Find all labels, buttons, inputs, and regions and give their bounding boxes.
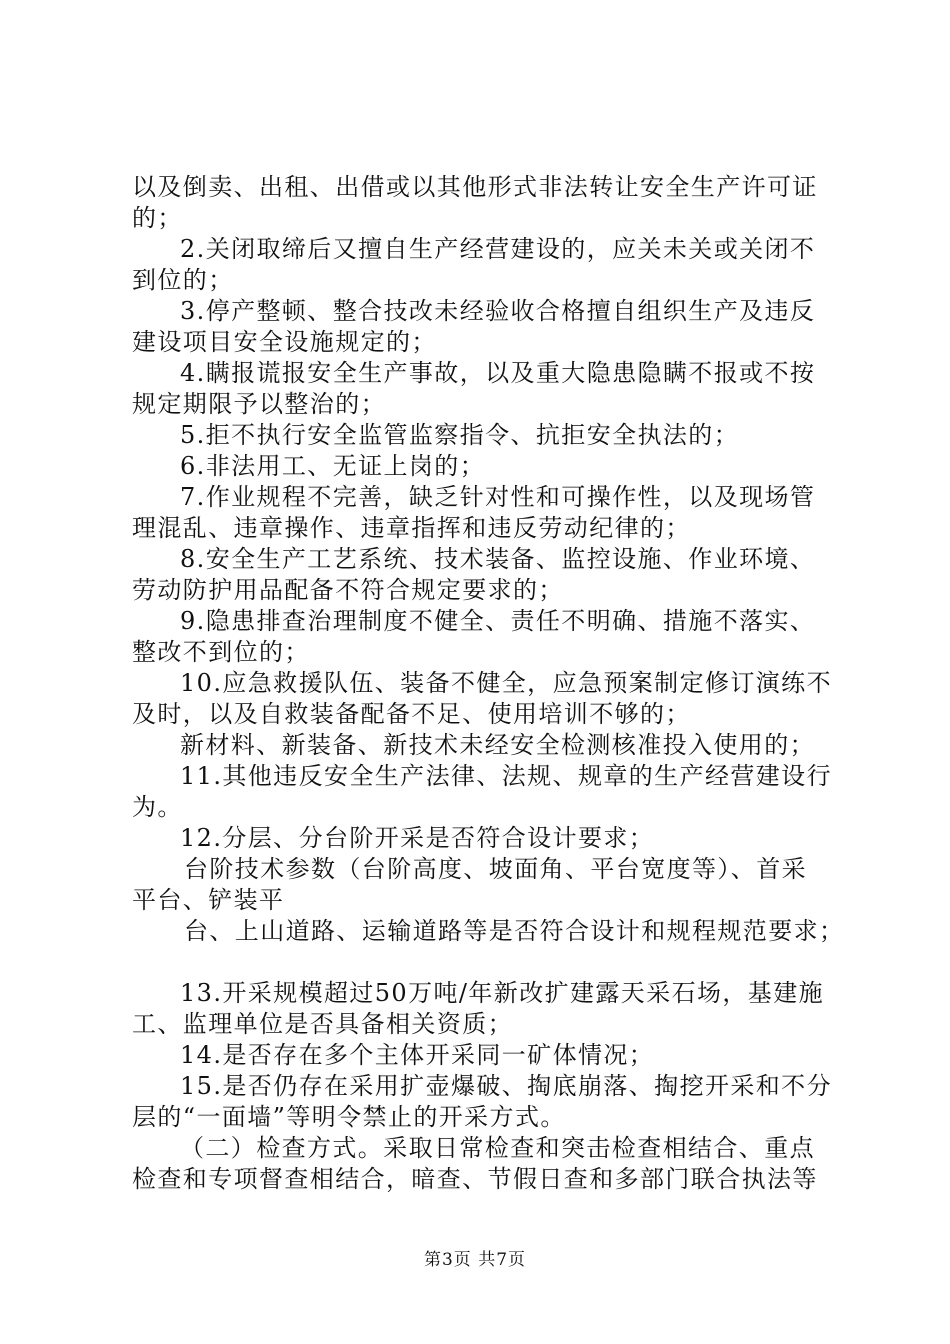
text-line: 新材料、新装备、新技术未经安全检测核准投入使用的；	[180, 731, 815, 759]
text-line: 的；	[132, 204, 183, 232]
list-item-4: 4.瞒报谎报安全生产事故，以及重大隐患隐瞒不报或不按	[180, 359, 816, 387]
page-number: 第3页 共7页	[423, 1250, 527, 1270]
list-item-5: 5.拒不执行安全监管监察指令、抗拒安全执法的；	[180, 421, 740, 449]
text-line: 台、上山道路、运输道路等是否符合设计和规程规范要求；	[184, 917, 845, 945]
list-item-7: 7.作业规程不完善，缺乏针对性和可操作性，以及现场管	[180, 483, 816, 511]
text-line: 建设项目安全设施规定的；	[132, 328, 437, 356]
text-line: 以及倒卖、出租、出借或以其他形式非法转让安全生产许可证	[132, 173, 818, 201]
list-item-3: 3.停产整顿、整合技改未经验收合格擅自组织生产及违反	[180, 297, 816, 325]
text-line: 及时，以及自救装备配备不足、使用培训不够的；	[132, 700, 691, 728]
list-item-8: 8.安全生产工艺系统、技术装备、监控设施、作业环境、	[180, 545, 816, 573]
list-item-12: 12.分层、分台阶开采是否符合设计要求；	[180, 824, 655, 852]
list-item-10: 10.应急救援队伍、装备不健全，应急预案制定修订演练不	[180, 669, 832, 697]
text-line: 劳动防护用品配备不符合规定要求的；	[132, 576, 564, 604]
text-line: 平台、铲装平	[132, 886, 285, 914]
text-line: 为。	[132, 793, 183, 821]
list-item-2: 2.关闭取缔后又擅自生产经营建设的，应关未关或关闭不	[180, 235, 816, 263]
list-item-6: 6.非法用工、无证上岗的；	[180, 452, 486, 480]
text-line: 整改不到位的；	[132, 638, 310, 666]
text-line: 台阶技术参数（台阶高度、坡面角、平台宽度等）、首采	[184, 855, 807, 883]
document-body	[132, 172, 845, 1195]
list-item-15: 15.是否仍存在采用扩壶爆破、掏底崩落、掏挖开采和不分	[180, 1072, 832, 1100]
section-heading-inspection-method: （二）检查方式。采取日常检查和突击检查相结合、重点	[180, 1134, 815, 1162]
text-line: 规定期限予以整治的；	[132, 390, 386, 418]
text-line: 理混乱、违章操作、违章指挥和违反劳动纪律的；	[132, 514, 691, 542]
list-item-13: 13.开采规模超过50万吨/年新改扩建露天采石场，基建施	[180, 979, 824, 1007]
list-item-14: 14.是否存在多个主体开采同一矿体情况；	[180, 1041, 655, 1069]
list-item-11: 11.其他违反安全生产法律、法规、规章的生产经营建设行	[180, 762, 832, 790]
blank-line	[132, 947, 832, 978]
text-line: 检查和专项督查相结合，暗查、节假日查和多部门联合执法等	[132, 1165, 818, 1193]
list-item-9: 9.隐患排查治理制度不健全、责任不明确、措施不落实、	[180, 607, 816, 635]
text-line: 层的“一面墙”等明令禁止的开采方式。	[132, 1103, 566, 1131]
text-line: 工、监理单位是否具备相关资质；	[132, 1010, 513, 1038]
text-line: 到位的；	[132, 266, 234, 294]
